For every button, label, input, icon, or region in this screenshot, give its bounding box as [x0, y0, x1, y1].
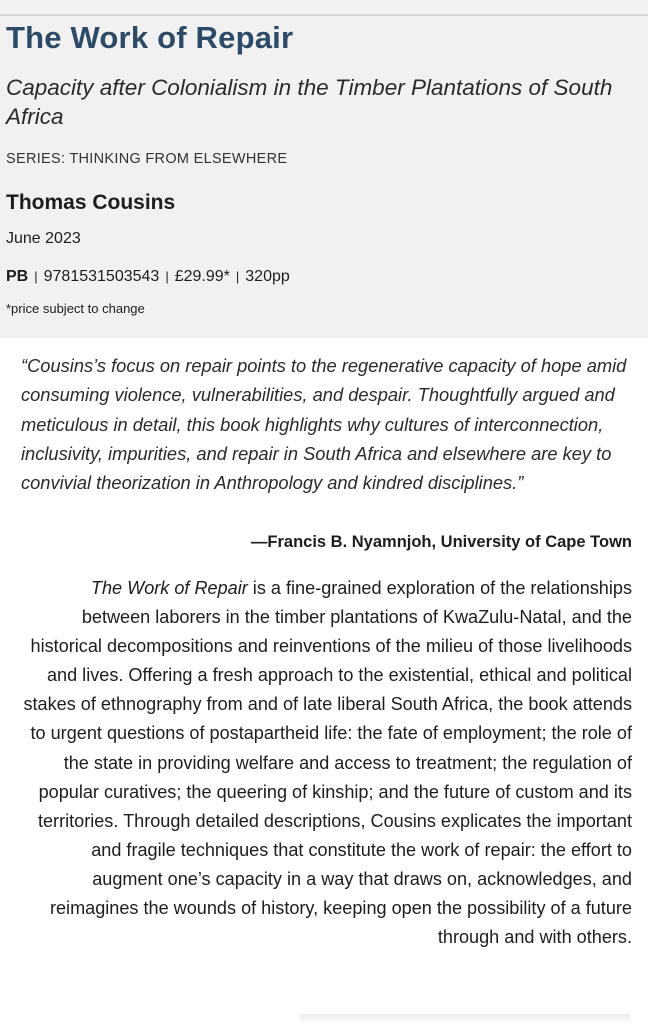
cut-off-text-hint	[300, 1014, 630, 1024]
separator: |	[235, 269, 240, 284]
separator: |	[34, 269, 38, 284]
description-body: is a fine-grained exploration of the relationships between laborers in the timber plantations of KwaZulu-Natal, and the historical decompositions and reinventions of the milieu of those livelihoods and lives. Offering a fresh approach to the existential, ethical and political stakes of ethnography from and of late liberal South Africa, the book attends to urgent questions of postapartheid life: the fate of employment; the role of the state in providing welfare and access to treatment; the regulation of popular curatives; the queering of kinship; and the future of custom and its territories. Through detailed descriptions, Cousins explicates the important and fragile techniques that constitute the work of repair: the effort to augment one’s capacity in a way that draws on, acknowledges, and reimagines the wounds of history, keeping open the possibility of a future through and with others.	[23, 578, 632, 948]
separator: |	[165, 269, 169, 284]
isbn: 9781531503543	[43, 268, 160, 285]
book-description	[18, 574, 632, 952]
format-label: PB	[6, 268, 29, 285]
publication-date: June 2023	[6, 230, 81, 247]
book-title: The Work of Repair	[6, 20, 294, 55]
description-title-ref: The Work of Repair	[90, 578, 248, 598]
book-subtitle: Capacity after Colonialism in the Timber Plantations of South Africa	[6, 75, 613, 129]
quote-attribution: —Francis B. Nyamnjoh, University of Cape Town	[250, 533, 632, 551]
top-divider	[0, 0, 648, 16]
price-note: *price subject to change	[6, 301, 145, 316]
book-meta	[6, 268, 290, 286]
page-count: 320pp	[245, 268, 290, 285]
endorsement-quote: “Cousins’s focus on repair points to the regenerative capacity of hope amid consuming violence, vulnerabilities, and despair. Thoughtfully argued and meticulous in detail, this book highlights why cultures of interconnection, inclusivity, impurities, and repair in South Africa and elsewhere are key to convivial theorization in Anthropology and kindred disciplines.”	[21, 355, 627, 494]
book-header	[0, 16, 648, 338]
series-label: SERIES: THINKING FROM ELSEWHERE	[6, 151, 288, 167]
author-name: Thomas Cousins	[6, 191, 176, 214]
price: £29.99*	[174, 268, 230, 285]
